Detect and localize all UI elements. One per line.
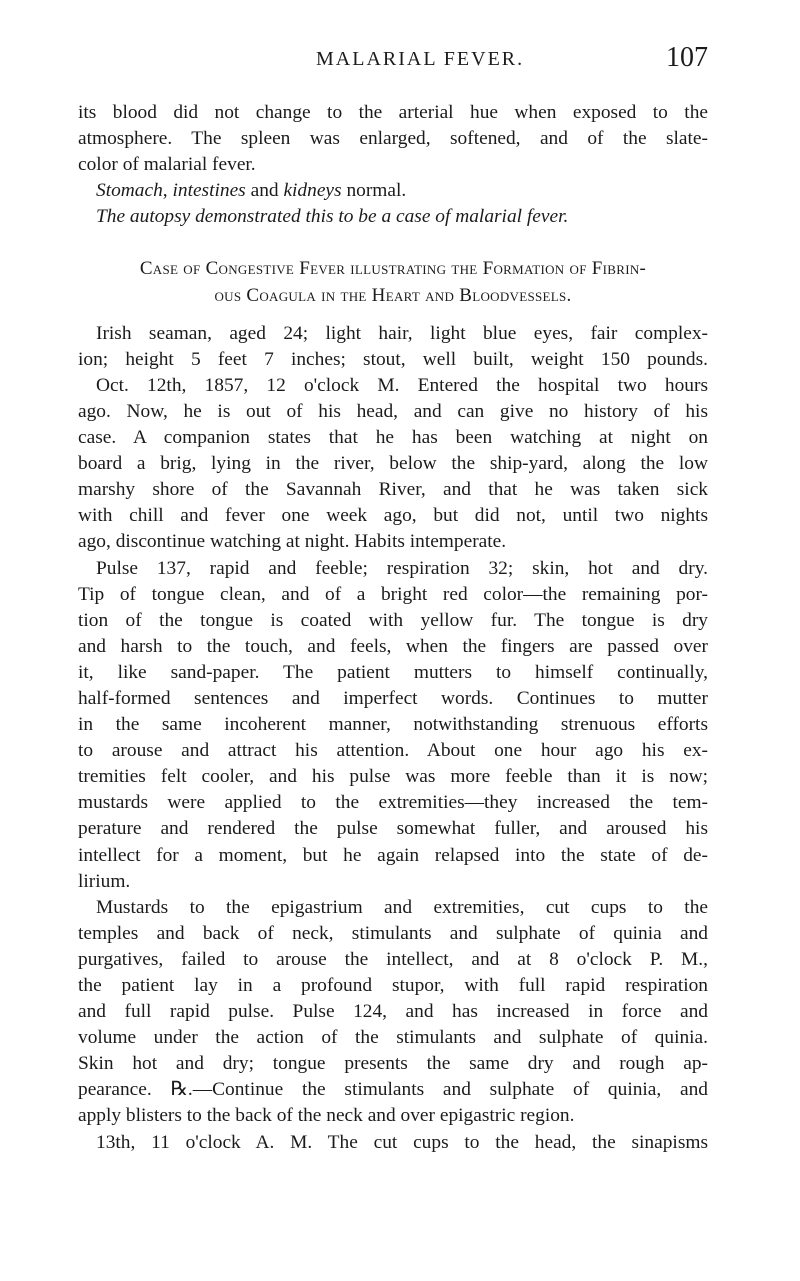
- section-heading-line-2: ous Coagula in the Heart and Bloodvessels.: [214, 284, 572, 306]
- text-line: Skin hot and dry; tongue presents the same dry and rough ap-: [78, 1053, 708, 1075]
- text-line: Pulse 137, rapid and feeble; respiration 32; skin, hot and dry.: [96, 557, 708, 579]
- autopsy-conclusion: [78, 204, 708, 230]
- text-line: volume under the action of the stimulants and sulphate of quinia.: [78, 1027, 708, 1049]
- text-line: tremities felt cooler, and his pulse was more feeble than it is now;: [78, 766, 708, 788]
- text-line: intellect for a moment, but he again relapsed into the state of de-: [78, 844, 708, 866]
- kidneys-term: kidneys: [283, 180, 342, 202]
- stomach-term: Stomach: [96, 180, 163, 202]
- text-line: marshy shore of the Savannah River, and that he was taken sick: [78, 479, 708, 501]
- body-text: [78, 100, 708, 1156]
- text-line: mustards were applied to the extremities—they increased the tem-: [78, 792, 708, 814]
- text-line: atmosphere. The spleen was enlarged, softened, and of the slate-: [78, 128, 708, 150]
- text-line: temples and back of neck, stimulants and sulphate of quinia and: [78, 922, 708, 944]
- text-line: Mustards to the epigastrium and extremities, cut cups to the: [96, 896, 708, 918]
- text-line: ago. Now, he is out of his head, and can give no history of his: [78, 400, 708, 422]
- text-line: and full rapid pulse. Pulse 124, and has increased in force and: [78, 1001, 708, 1023]
- running-head: MALARIAL FEVER.: [316, 48, 525, 70]
- text-line: it, like sand-paper. The patient mutters to himself continually,: [78, 661, 708, 683]
- intestines-term: intestines: [172, 180, 246, 202]
- text-line: tion of the tongue is coated with yellow fur. The tongue is dry: [78, 609, 708, 631]
- text-line: and harsh to the touch, and feels, when the fingers are passed over: [78, 635, 708, 657]
- text-line: pearance. ℞.—Continue the stimulants and sulphate of quinia, and: [78, 1079, 708, 1101]
- text-line: ago, discontinue watching at night. Habits intemperate.: [78, 531, 507, 553]
- text-line: its blood did not change to the arterial hue when exposed to the: [78, 102, 708, 123]
- text-line: Irish seaman, aged 24; light hair, light blue eyes, fair complex-: [96, 322, 708, 344]
- separator: ,: [162, 180, 173, 202]
- text-line: purgatives, failed to arouse the intellect, and at 8 o'clock P. M.,: [78, 948, 708, 970]
- text-line: half-formed sentences and imperfect words. Continues to mutter: [78, 687, 708, 709]
- page-header: [0, 40, 800, 80]
- text-line: lirium.: [78, 870, 131, 892]
- section-heading-line-1: Case of Congestive Fever illustrating the Formation of Fibrin-: [139, 258, 647, 280]
- text-line: to arouse and attract his attention. About one hour ago his ex-: [78, 740, 708, 762]
- autopsy-conclusion-text: The autopsy demonstrated this to be a case of malarial fever.: [96, 206, 569, 228]
- text-line: color of malarial fever.: [78, 154, 256, 176]
- text-line: board a brig, lying in the river, below the ship-yard, along the low: [78, 453, 708, 475]
- text-line: Oct. 12th, 1857, 12 o'clock M. Entered the hospital two hours: [96, 374, 708, 396]
- text-line: apply blisters to the back of the neck and over epigastric region.: [78, 1105, 575, 1127]
- text-line: perature and rendered the pulse somewhat fuller, and aroused his: [78, 818, 708, 840]
- text-line: with chill and fever one week ago, but did not, until two nights: [78, 505, 708, 527]
- text-line: 13th, 11 o'clock A. M. The cut cups to the head, the sinapisms: [96, 1131, 708, 1153]
- text-line: ion; height 5 feet 7 inches; stout, well built, weight 150 pounds.: [78, 348, 708, 370]
- text-line: case. A companion states that he has been watching at night on: [78, 427, 708, 449]
- text-line: Tip of tongue clean, and of a bright red color—the remaining por-: [78, 583, 708, 605]
- organs-line: [78, 178, 708, 204]
- page-number: 107: [666, 42, 708, 73]
- text-line: the patient lay in a profound stupor, with full rapid respiration: [78, 975, 708, 996]
- text-line: in the same incoherent manner, notwithstanding strenuous efforts: [78, 714, 708, 736]
- text-fragment: normal.: [341, 180, 407, 202]
- conjunction: and: [245, 180, 284, 202]
